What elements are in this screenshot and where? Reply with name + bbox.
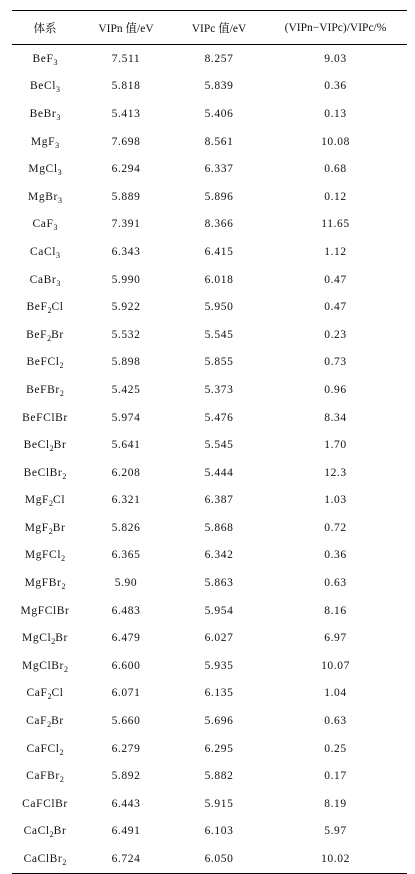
formula-text: CaF	[32, 218, 54, 231]
formula-text: BeFClBr	[22, 411, 68, 424]
cell-vipn: 5.413	[111, 107, 141, 120]
cell-relative-diff: 0.47	[324, 273, 347, 286]
formula-text: Br	[55, 632, 68, 645]
formula-subscript: 2	[59, 361, 64, 371]
formula-text: BeFCl	[26, 356, 60, 369]
formula-text: MgClBr	[22, 659, 64, 672]
formula-text: BeCl	[29, 80, 57, 93]
table-row	[12, 762, 407, 790]
cell-relative-diff: 0.68	[324, 163, 347, 176]
table-body	[12, 45, 407, 874]
formula-text: MgCl	[22, 632, 52, 645]
cell-formula	[12, 238, 78, 266]
cell-formula	[12, 404, 78, 432]
formula-subscript: 2	[59, 388, 64, 398]
cell-formula	[12, 45, 78, 73]
table-row	[12, 735, 407, 763]
header-vipn: VIPn 值/eV	[78, 11, 174, 45]
formula-text: BeBr	[29, 107, 57, 120]
formula-subscript: 2	[47, 333, 52, 343]
formula-subscript: 2	[48, 526, 53, 536]
formula-subscript: 2	[62, 858, 67, 868]
cell-vipn: 6.321	[111, 494, 141, 507]
cell-vipc: 5.839	[204, 80, 234, 93]
cell-formula	[12, 845, 78, 873]
cell-formula	[12, 735, 78, 763]
formula-text: MgF	[24, 494, 50, 507]
formula-text: CaFClBr	[22, 797, 68, 810]
formula-text: Br	[52, 521, 66, 534]
cell-vipn: 5.974	[111, 411, 141, 424]
formula-subscript: 2	[59, 747, 64, 757]
formula-subscript: 2	[47, 692, 52, 702]
cell-vipc: 5.406	[204, 107, 234, 120]
formula-text: MgFBr	[24, 577, 62, 590]
cell-relative-diff: 0.73	[324, 356, 347, 369]
cell-relative-diff: 0.23	[324, 328, 347, 341]
cell-relative-diff: 0.17	[324, 770, 347, 783]
cell-vipc: 5.868	[204, 521, 234, 534]
cell-vipn: 6.343	[111, 245, 141, 258]
table-row	[12, 266, 407, 294]
formula-subscript: 2	[47, 306, 52, 316]
cell-vipn: 5.922	[111, 301, 141, 314]
cell-relative-diff: 5.97	[324, 825, 347, 838]
cell-vipc: 5.896	[204, 190, 234, 203]
cell-formula	[12, 183, 78, 211]
cell-vipc: 5.696	[204, 715, 234, 728]
table-row	[12, 376, 407, 404]
cell-vipn: 6.208	[111, 466, 141, 479]
cell-formula	[12, 514, 78, 542]
cell-vipn: 7.391	[111, 218, 141, 231]
cell-formula	[12, 100, 78, 128]
cell-vipn: 7.698	[111, 135, 141, 148]
formula-text: Cl	[51, 301, 64, 314]
cell-vipn: 5.898	[111, 356, 141, 369]
cell-formula	[12, 624, 78, 652]
cell-vipn: 5.889	[111, 190, 141, 203]
cell-vipn: 6.365	[111, 549, 141, 562]
table-row	[12, 459, 407, 487]
table-row	[12, 542, 407, 570]
cell-relative-diff: 10.02	[264, 845, 407, 873]
table-row	[12, 707, 407, 735]
table-row	[12, 73, 407, 101]
formula-text: BeCl	[23, 439, 50, 452]
cell-vipn: 7.511	[111, 52, 141, 65]
cell-vipn: 6.294	[111, 163, 141, 176]
formula-subscript: 2	[61, 582, 66, 592]
formula-text: Cl	[51, 687, 64, 700]
cell-relative-diff: 10.08	[321, 135, 350, 148]
cell-vipn: 5.90	[114, 577, 138, 590]
cell-formula	[12, 680, 78, 708]
table-row	[12, 238, 407, 266]
cell-relative-diff: 0.63	[324, 577, 347, 590]
cell-relative-diff: 9.03	[324, 52, 347, 65]
formula-text: BeF	[26, 328, 48, 341]
cell-formula	[12, 790, 78, 818]
cell-relative-diff: 0.63	[324, 715, 347, 728]
table-row	[12, 569, 407, 597]
formula-subscript: 2	[49, 444, 54, 454]
cell-vipn: 5.990	[111, 273, 141, 286]
cell-vipn: 6.491	[111, 825, 141, 838]
cell-formula	[12, 569, 78, 597]
cell-formula	[12, 762, 78, 790]
cell-vipc: 6.135	[204, 687, 234, 700]
cell-vipn: 6.724	[78, 845, 174, 873]
cell-vipn: 5.660	[111, 715, 141, 728]
cell-relative-diff: 8.19	[324, 797, 347, 810]
cell-relative-diff: 0.47	[324, 301, 347, 314]
cell-relative-diff: 6.97	[324, 632, 347, 645]
cell-vipc: 5.545	[204, 328, 234, 341]
cell-vipc: 8.257	[204, 52, 234, 65]
cell-formula	[12, 652, 78, 680]
cell-vipc: 6.295	[204, 742, 234, 755]
formula-subscript: 3	[53, 57, 58, 67]
cell-vipc: 6.103	[204, 825, 234, 838]
cell-vipc: 6.027	[204, 632, 234, 645]
cell-vipn: 5.826	[111, 521, 141, 534]
formula-subscript: 2	[63, 664, 68, 674]
table-row	[12, 652, 407, 680]
table-row	[12, 211, 407, 239]
formula-text: BeF	[26, 301, 48, 314]
cell-vipn: 5.532	[111, 328, 141, 341]
cell-relative-diff: 11.65	[321, 218, 350, 231]
cell-relative-diff: 0.36	[324, 80, 347, 93]
formula-text: MgFCl	[24, 549, 62, 562]
cell-vipc: 6.050	[174, 845, 264, 873]
cell-formula	[12, 349, 78, 377]
formula-text: Br	[51, 328, 64, 341]
header-relative-diff: (VIPn−VIPc)/VIPc/%	[264, 11, 407, 45]
table-row	[12, 680, 407, 708]
cell-formula	[12, 431, 78, 459]
formula-subscript: 3	[53, 223, 58, 233]
formula-subscript: 2	[59, 775, 64, 785]
cell-vipc: 8.366	[204, 218, 234, 231]
cell-vipc: 5.954	[204, 604, 234, 617]
table-row	[12, 321, 407, 349]
formula-subscript: 3	[57, 168, 62, 178]
table-row	[12, 404, 407, 432]
formula-text: CaBr	[29, 273, 57, 286]
cell-formula	[12, 707, 78, 735]
cell-vipc: 8.561	[204, 135, 234, 148]
cell-formula	[12, 487, 78, 515]
cell-vipc: 6.018	[204, 273, 234, 286]
formula-text: CaCl	[29, 245, 57, 258]
cell-relative-diff: 0.36	[324, 549, 347, 562]
cell-formula	[12, 73, 78, 101]
formula-subscript: 3	[55, 140, 60, 150]
formula-text: MgF	[30, 135, 56, 148]
formula-text: CaFBr	[26, 770, 60, 783]
cell-relative-diff: 1.12	[324, 245, 347, 258]
cell-vipc: 6.337	[204, 163, 234, 176]
table-row	[12, 487, 407, 515]
cell-vipc: 5.444	[204, 466, 234, 479]
cell-vipc: 6.387	[204, 494, 234, 507]
cell-vipc: 5.863	[204, 577, 234, 590]
formula-text: MgCl	[28, 163, 58, 176]
cell-relative-diff: 0.96	[324, 383, 347, 396]
formula-text: BeClBr	[23, 466, 63, 479]
cell-relative-diff: 1.70	[324, 439, 347, 452]
cell-vipn: 5.818	[111, 80, 141, 93]
cell-formula	[12, 321, 78, 349]
table-row	[12, 790, 407, 818]
cell-formula	[12, 542, 78, 570]
formula-text: CaCl	[23, 825, 50, 838]
table-row	[12, 128, 407, 156]
cell-relative-diff: 0.25	[324, 742, 347, 755]
formula-text: CaF	[26, 687, 48, 700]
table-row	[12, 349, 407, 377]
cell-formula	[12, 266, 78, 294]
formula-text: Br	[53, 825, 67, 838]
cell-formula	[12, 128, 78, 156]
cell-formula	[12, 293, 78, 321]
cell-relative-diff: 10.07	[321, 659, 350, 672]
cell-vipn: 5.425	[111, 383, 141, 396]
cell-vipn: 5.892	[111, 770, 141, 783]
cell-formula	[12, 155, 78, 183]
cell-vipc: 5.373	[204, 383, 234, 396]
cell-vipc: 6.342	[204, 549, 234, 562]
formula-subscript: 3	[56, 250, 61, 260]
formula-subscript: 3	[57, 195, 62, 205]
header-system: 体系	[12, 11, 78, 45]
formula-subscript: 3	[56, 112, 61, 122]
cell-vipc: 5.882	[204, 770, 234, 783]
formula-text: Cl	[53, 494, 66, 507]
cell-vipn: 6.600	[111, 659, 141, 672]
cell-vipc: 5.915	[204, 797, 234, 810]
cell-relative-diff: 8.16	[324, 604, 347, 617]
table-row	[12, 100, 407, 128]
cell-vipc: 5.545	[204, 439, 234, 452]
formula-text: Br	[51, 715, 64, 728]
cell-relative-diff: 0.12	[324, 190, 347, 203]
table-row	[12, 431, 407, 459]
cell-vipn: 6.479	[111, 632, 141, 645]
cell-vipn: 6.071	[111, 687, 141, 700]
data-table	[12, 10, 407, 874]
cell-vipc: 5.855	[204, 356, 234, 369]
table-row	[12, 624, 407, 652]
formula-text: CaClBr	[23, 853, 63, 866]
formula-text: CaFCl	[26, 742, 60, 755]
cell-relative-diff: 12.3	[324, 466, 347, 479]
cell-relative-diff: 8.34	[324, 411, 347, 424]
cell-vipn: 6.443	[111, 797, 141, 810]
cell-vipc: 6.415	[204, 245, 234, 258]
header-row	[12, 11, 407, 45]
cell-vipc: 5.476	[204, 411, 234, 424]
cell-vipn: 5.641	[111, 439, 141, 452]
formula-subscript: 2	[51, 637, 56, 647]
cell-relative-diff: 0.13	[324, 107, 347, 120]
cell-formula	[12, 818, 78, 846]
formula-subscript: 3	[56, 278, 61, 288]
formula-subscript: 2	[49, 499, 54, 509]
cell-relative-diff: 0.72	[324, 521, 347, 534]
cell-vipn: 6.483	[111, 604, 141, 617]
cell-vipc: 5.950	[204, 301, 234, 314]
formula-subscript: 2	[62, 471, 67, 481]
table-row	[12, 293, 407, 321]
formula-text: Br	[53, 439, 67, 452]
table-row	[12, 155, 407, 183]
cell-vipc: 5.935	[204, 659, 234, 672]
formula-text: BeFBr	[26, 383, 60, 396]
table-row	[12, 597, 407, 625]
formula-text: MgBr	[28, 190, 58, 203]
formula-text: MgF	[24, 521, 49, 534]
cell-relative-diff: 1.04	[324, 687, 347, 700]
table-row	[12, 818, 407, 846]
cell-formula	[12, 376, 78, 404]
formula-subscript: 2	[61, 554, 66, 564]
formula-text: CaF	[26, 715, 48, 728]
cell-formula	[12, 459, 78, 487]
formula-text: MgFClBr	[20, 604, 70, 617]
formula-text: BeF	[32, 52, 54, 65]
cell-formula	[12, 597, 78, 625]
formula-subscript: 3	[56, 85, 61, 95]
table-row	[12, 845, 407, 873]
table-header	[12, 11, 407, 45]
formula-subscript: 2	[47, 720, 52, 730]
table-row	[12, 183, 407, 211]
header-vipc: VIPc 值/eV	[174, 11, 264, 45]
cell-relative-diff: 1.03	[324, 494, 347, 507]
cell-vipn: 6.279	[111, 742, 141, 755]
table-row	[12, 45, 407, 73]
formula-subscript: 2	[49, 830, 54, 840]
table-row	[12, 514, 407, 542]
cell-formula	[12, 211, 78, 239]
